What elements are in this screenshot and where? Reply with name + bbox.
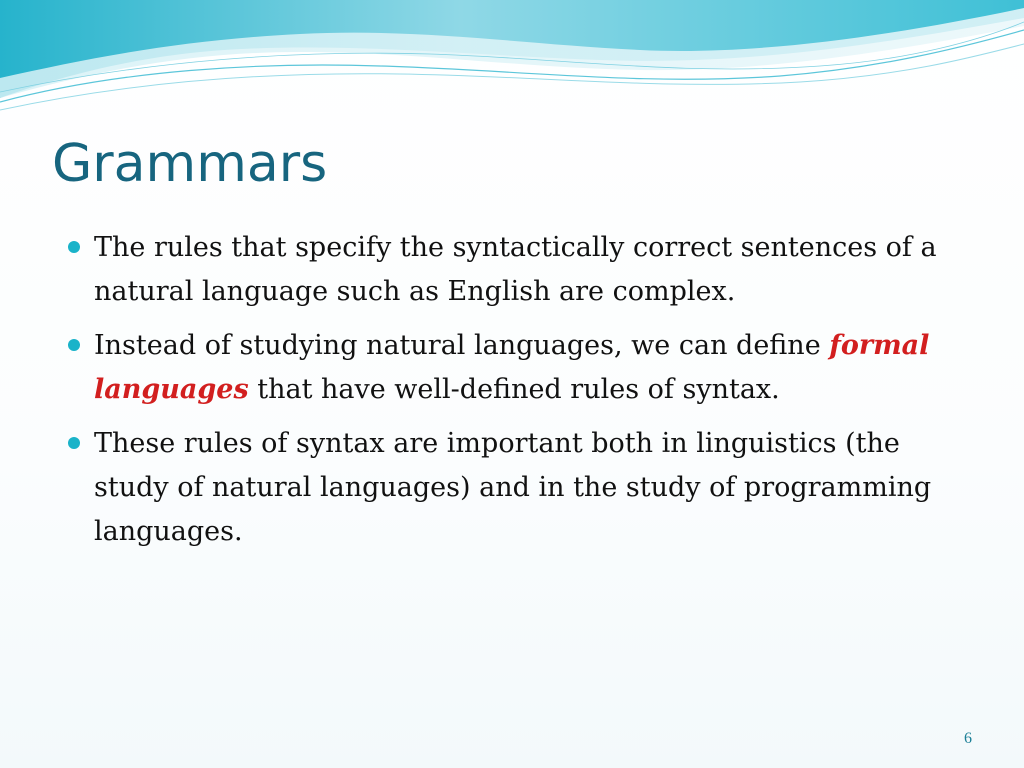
- bullet-dot-icon: [68, 437, 80, 449]
- header-wave-decoration: [0, 0, 1024, 120]
- bullet-item: [62, 324, 962, 412]
- bullet-text-before: Instead of studying natural languages, we can define: [94, 330, 830, 361]
- bullet-emphasis: formal languages: [94, 330, 930, 405]
- bullet-text: These rules of syntax are important both in linguistics (the study of natural languages) and in the study of programming languages.: [94, 428, 932, 547]
- bullet-item: [62, 226, 962, 314]
- bullet-dot-icon: [68, 339, 80, 351]
- bullet-list: [62, 226, 962, 564]
- bullet-text: The rules that specify the syntactically correct sentences of a natural language such as English are complex.: [94, 232, 937, 307]
- page-number: 6: [964, 730, 972, 747]
- bullet-text-after: that have well-defined rules of syntax.: [248, 374, 780, 405]
- slide-title: Grammars: [52, 134, 328, 194]
- bullet-dot-icon: [68, 241, 80, 253]
- bullet-item: [62, 422, 962, 554]
